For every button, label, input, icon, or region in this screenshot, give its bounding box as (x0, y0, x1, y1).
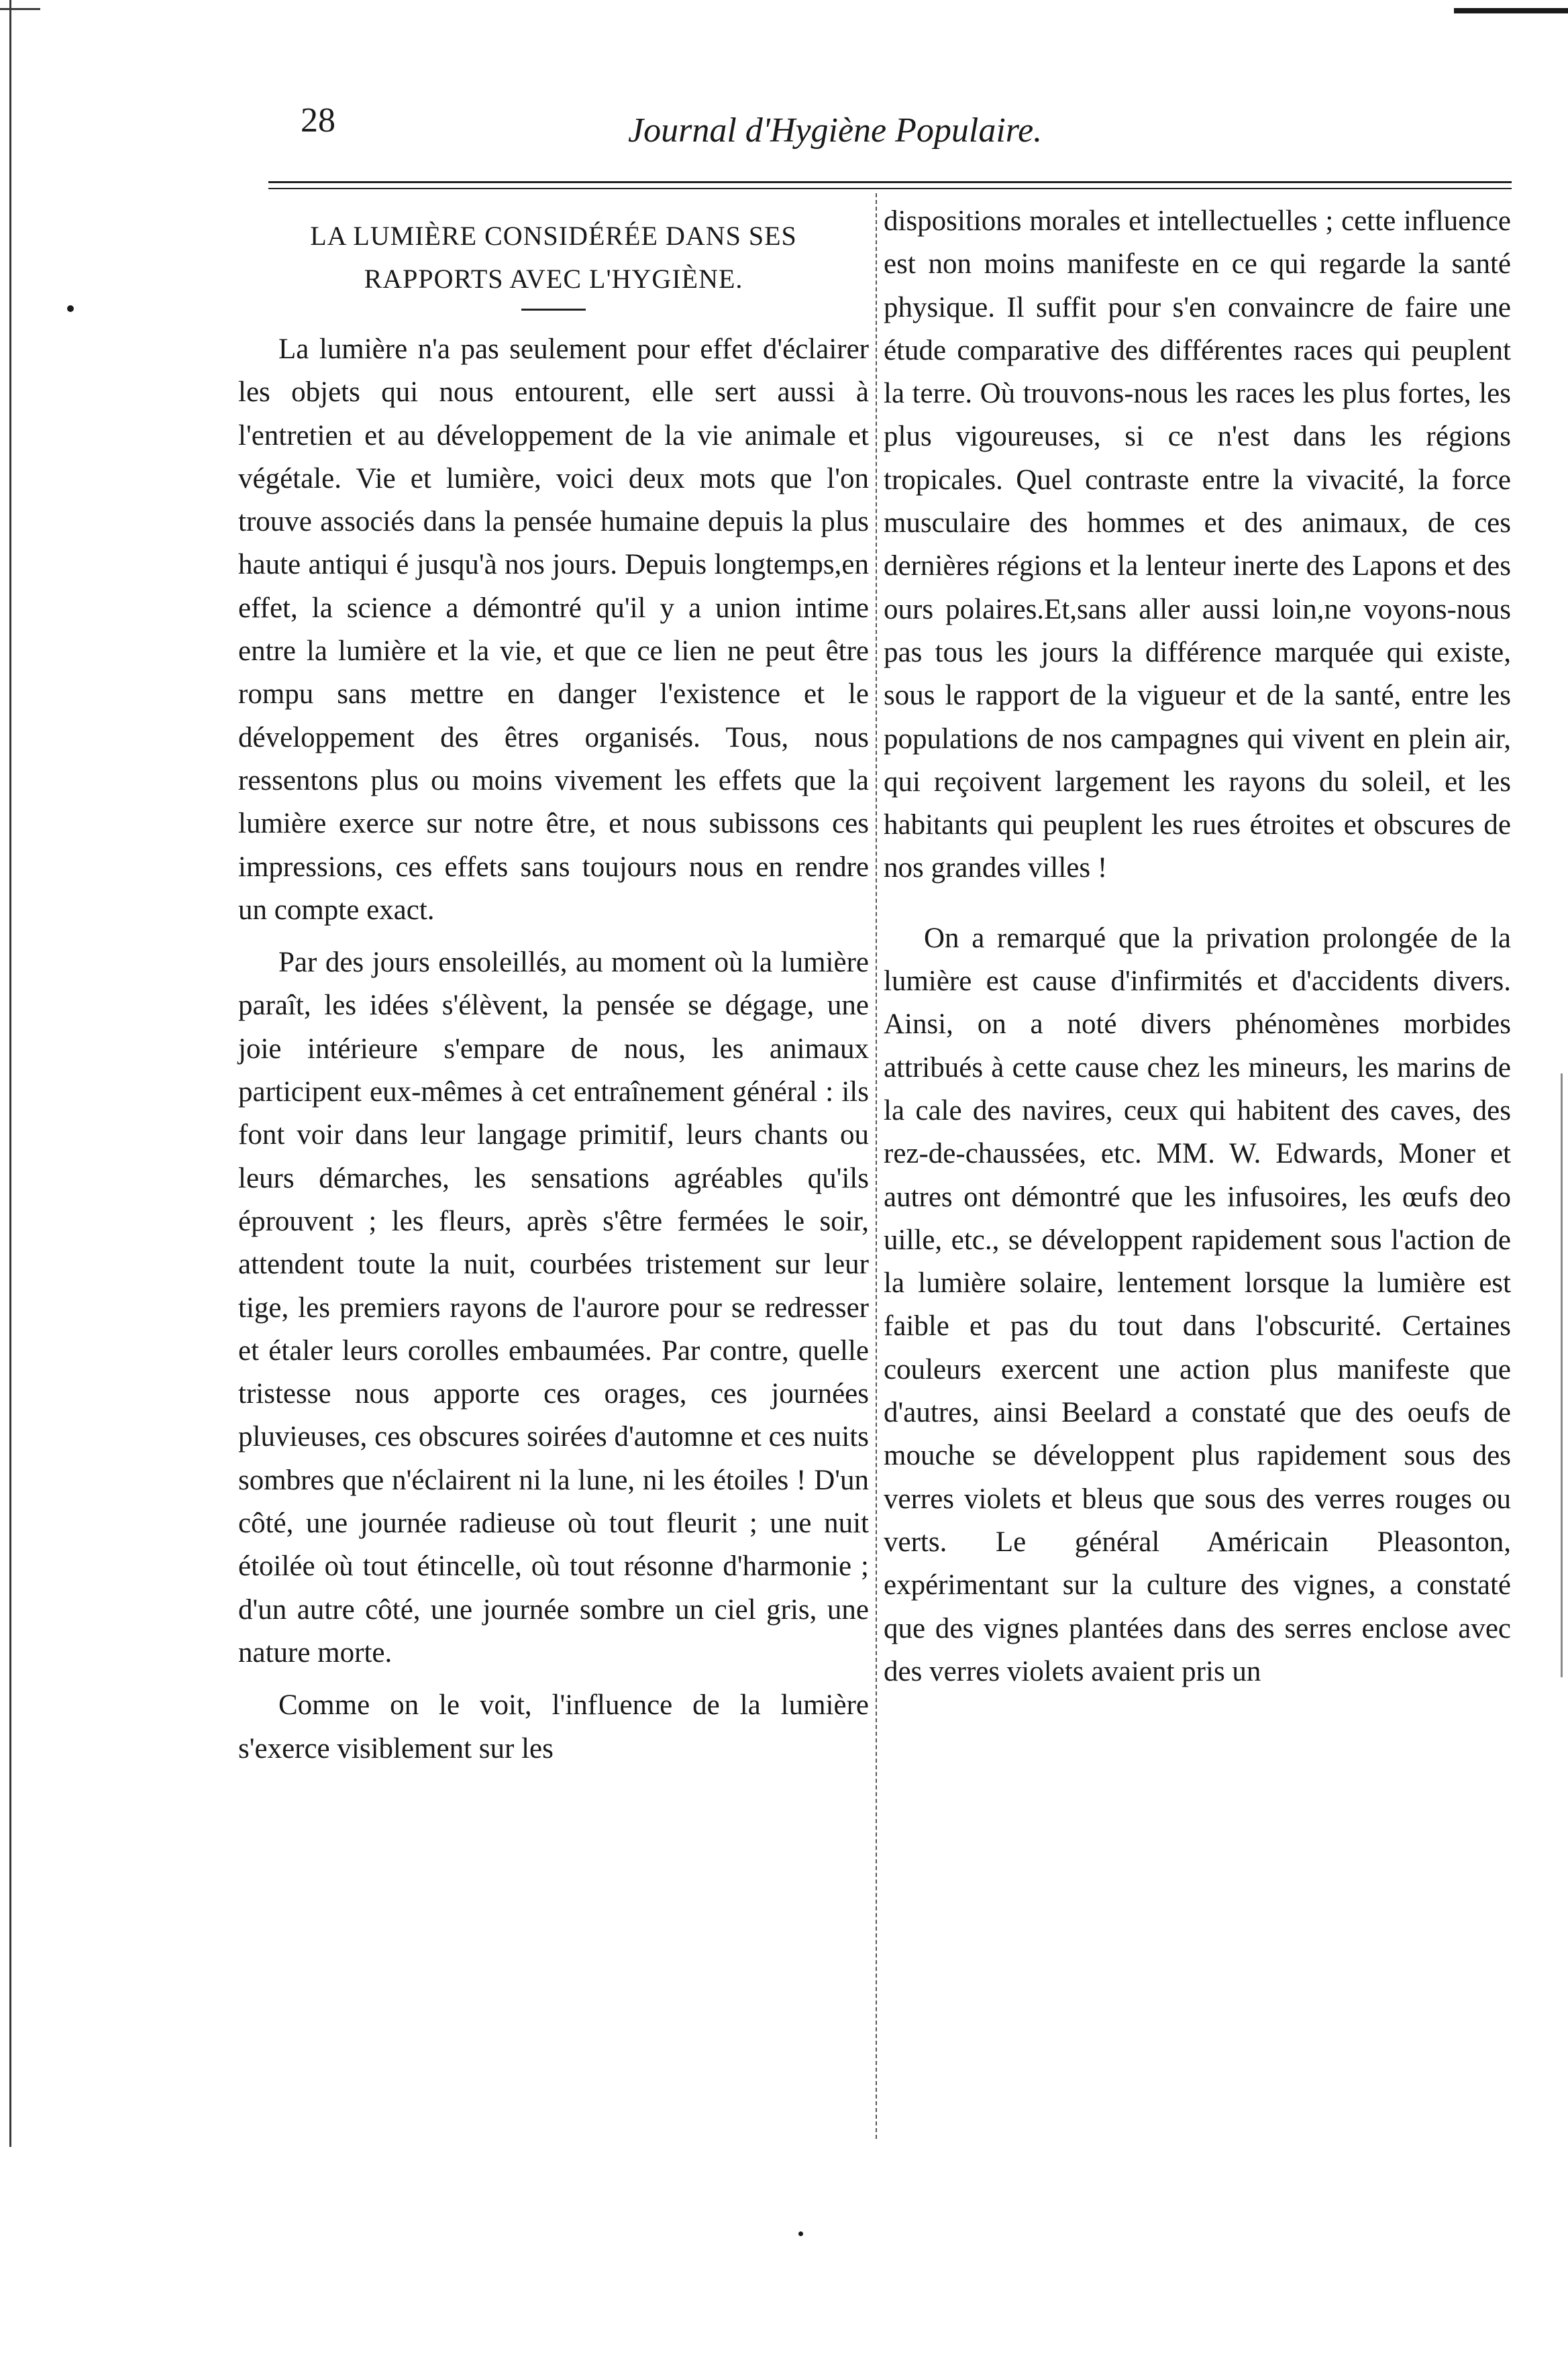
right-column (884, 200, 1511, 1693)
left-column (238, 215, 869, 1771)
title-rule (521, 309, 586, 311)
paragraph: On a remarqué que la privation prolongée de la lumière est cause d'infirmités et d'accidents divers. Ainsi, on a noté divers phénomènes morbides attribués à cette cause chez les mineurs, les marins de la cale des navires, ceux qui habitent des caves, des rez-de-chaussées, etc. MM. W. Edwards, Moner et autres ont démontré que les infusoires, les œufs deo uille, etc., se développent rapidement sous l'action de la lumière solaire, lentement lorsque la lumière est faible et pas du tout dans l'obscurité. Certaines couleurs exercent une action plus manifeste que d'autres, ainsi Beelard a constaté que des oeufs de mouche se développent plus rapidement sous des verres violets et bleus que sous des verres rouges ou verts. Le général Américain Pleasonton, expérimentant sur la culture des vignes, a constaté que des vignes plantées dans des serres enclose avec des verres violets avaient pris un (884, 922, 1511, 1687)
article-title-line-1: LA LUMIÈRE CONSIDÉRÉE DANS SES (310, 221, 797, 251)
page-left-edge-rule (9, 0, 11, 2147)
page-right-edge-rule (1561, 1073, 1563, 1677)
header-rule (268, 181, 1512, 183)
article-title (238, 215, 869, 301)
paragraph: Par des jours ensoleillés, au moment où la lumière paraît, les idées s'élèvent, la pensée se dégage, une joie intérieure s'empare de nous, les animaux participent eux-mêmes à cet entraînement général : ils font voir dans leur langage primitif, leurs chants ou leurs démarches, les sensations agréables qu'ils éprouvent ; les fleurs, après s'être fermées le soir, attendent toute la nuit, courbées tristement sur leur tige, les premiers rayons de l'aurore pour se redresser et étaler leurs corolles embaumées. Par contre, quelle tristesse nous apporte ces orages, ces journées pluvieuses, ces obscures soirées d'automne et ces nuits sombres que n'éclairent ni la lune, ni les étoiles ! D'un côté, une journée radieuse où tout fleurit ; une nuit étoilée où tout étincelle, où tout résonne d'harmonie ; d'un autre côté, une journée sombre un ciel gris, une nature morte. (238, 947, 869, 1669)
paragraph-continued: dispositions morales et intellectuelles ; cette influence est non moins manifeste en ce qui regarde la santé physique. Il suffit pour s'en convaincre de faire une étude comparative des différentes races qui peuplent la terre. Où trouvons-nous les races les plus fortes, les plus vigoureuses, si ce n'est dans les régions tropicales. Quel contraste entre la vivacité, la force musculaire des hommes et des animaux, de ces dernières régions et la lenteur inerte des Lapons et des ours polaires.Et,sans aller aussi loin,ne voyons-nous pas tous les jours la différence marquée qui existe, sous le rapport de la vigueur et de la santé, entre les populations de nos campagnes qui vivent en plein air, qui reçoivent largement les rayons du soleil, et les habitants qui peuplent les rues étroites et obscures de nos grandes villes ! (884, 205, 1511, 884)
stray-dot (67, 305, 74, 312)
header-rule (268, 188, 1512, 189)
page-number: 28 (301, 101, 335, 140)
article-title-line-2: RAPPORTS AVEC L'HYGIÈNE. (364, 264, 743, 294)
running-head: Journal d'Hygiène Populaire. (628, 111, 1043, 150)
page-corner-mark (0, 8, 40, 10)
page-top-right-mark (1454, 8, 1568, 13)
stray-dot (798, 2231, 803, 2236)
column-divider (876, 193, 877, 2139)
paragraph: Comme on le voit, l'influence de la lumière s'exerce visiblement sur les (238, 1689, 869, 1764)
paragraph: La lumière n'a pas seulement pour effet d'éclairer les objets qui nous entourent, elle sert aussi à l'entretien et au développement de la vie animale et végétale. Vie et lumière, voici deux mots que l'on trouve associés dans la pensée humaine depuis la plus haute antiqui é jusqu'à nos jours. Depuis longtemps,en effet, la science a démontré qu'il y a union intime entre la lumière et la vie, et que ce lien ne peut être rompu sans mettre en danger l'existence et le développement des êtres organisés. Tous, nous ressentons plus ou moins vivement les effets que la lumière exerce sur notre être, et nous subissons ces impressions, ces effets sans toujours nous en rendre un compte exact. (238, 333, 869, 926)
